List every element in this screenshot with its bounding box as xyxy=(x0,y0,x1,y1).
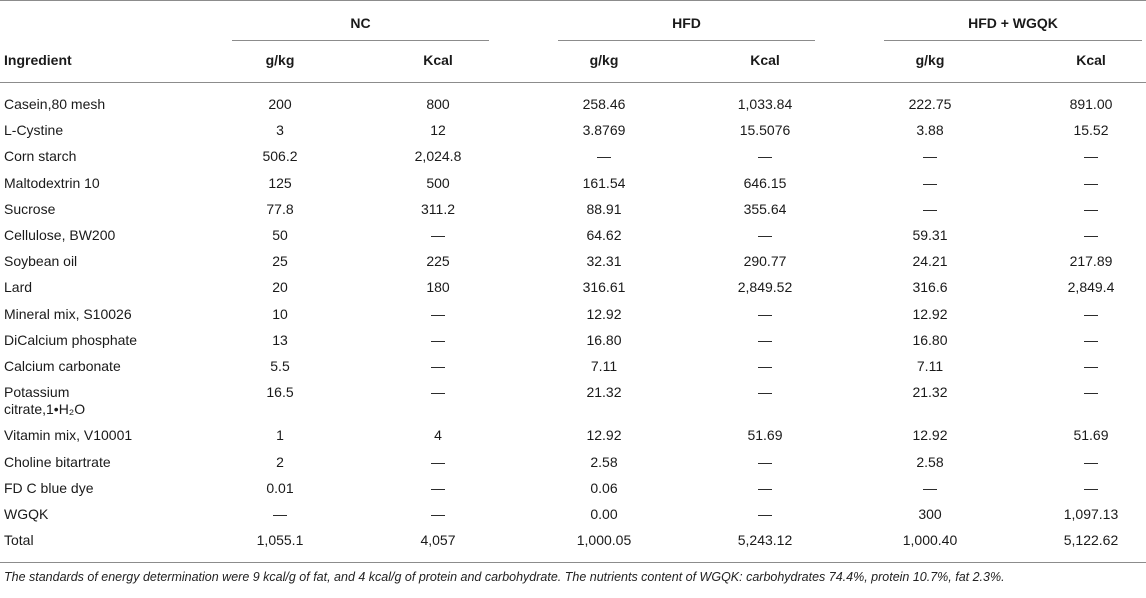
table-cell: — xyxy=(1084,453,1098,470)
row-ingredient-name xyxy=(4,148,76,165)
table-footnote: The standards of energy determination were 9 kcal/g of fat, and 4 kcal/g of protein and carbohydrate. The nutrients content of WGQK: carbohydrates 74.4%, protein 10.7%, fat 2.3%. xyxy=(4,570,1005,584)
group-underline-hfd xyxy=(558,40,815,41)
table-cell: — xyxy=(758,148,772,165)
row-ingredient-name-line1: Corn starch xyxy=(4,148,77,165)
table-cell: 3 xyxy=(276,122,284,139)
subheader-wgqk-kcal: Kcal xyxy=(1076,52,1106,68)
table-cell: 12.92 xyxy=(586,427,622,444)
table-cell: — xyxy=(431,506,445,522)
table-cell: 4,057 xyxy=(420,532,456,549)
table-cell: 1 xyxy=(276,427,284,444)
table-cell: 217.89 xyxy=(1069,253,1113,270)
table-cell: 0.00 xyxy=(590,506,618,522)
group-underline-hfd-wgqk xyxy=(884,40,1142,41)
row-ingredient-name xyxy=(4,201,55,218)
table-cell: 2.58 xyxy=(590,453,618,470)
table-cell: — xyxy=(431,358,445,374)
row-ingredient-name xyxy=(4,506,48,523)
top-rule xyxy=(0,0,1146,1)
table-cell: 1,000.05 xyxy=(576,532,632,549)
table-cell: 32.31 xyxy=(586,253,622,270)
table-cell: 300 xyxy=(918,506,942,522)
table-cell: 12 xyxy=(430,122,446,139)
table-cell: 258.46 xyxy=(582,96,626,112)
row-ingredient-name-line1: Soybean oil xyxy=(4,253,78,270)
table-cell: — xyxy=(758,227,772,243)
table-cell: 355.64 xyxy=(743,200,787,217)
row-ingredient-name-line1: Choline bitartrate xyxy=(4,453,111,470)
row-ingredient-name-line1: Lard xyxy=(4,279,33,296)
table-cell: 10 xyxy=(272,305,288,322)
table-cell: 0.06 xyxy=(590,479,618,496)
row-ingredient-name xyxy=(4,227,115,244)
row-ingredient-name xyxy=(4,384,85,418)
table-cell: — xyxy=(431,384,445,401)
table-cell: 2 xyxy=(276,453,284,470)
row-ingredient-name xyxy=(4,454,111,471)
table-cell: 3.8769 xyxy=(582,122,626,139)
row-ingredient-name-line1: Potassium xyxy=(4,384,70,401)
table-cell: 200 xyxy=(268,96,292,112)
table-cell: 4 xyxy=(434,427,442,444)
table-cell: — xyxy=(923,479,937,496)
row-ingredient-name xyxy=(4,306,132,323)
table-cell: 1,097.13 xyxy=(1063,506,1119,522)
table-cell: 0.01 xyxy=(266,479,294,496)
subheader-nc-kcal: Kcal xyxy=(423,52,453,68)
row-ingredient-name xyxy=(4,332,137,349)
table-cell: 77.8 xyxy=(266,200,294,217)
table-cell: — xyxy=(1084,358,1098,374)
group-header-hfd: HFD xyxy=(672,15,701,31)
table-cell: 1,055.1 xyxy=(256,532,304,549)
row-ingredient-name xyxy=(4,427,132,444)
table-cell: 12.92 xyxy=(912,427,948,444)
table-cell: — xyxy=(1084,384,1098,401)
row-ingredient-name xyxy=(4,279,32,296)
table-cell: — xyxy=(923,148,937,165)
row-ingredient-name xyxy=(4,480,93,497)
row-ingredient-name-line1: Cellulose, BW200 xyxy=(4,227,116,243)
table-cell: 59.31 xyxy=(912,227,948,243)
table-cell: 161.54 xyxy=(582,174,626,191)
group-underline-nc xyxy=(232,40,489,41)
table-cell: — xyxy=(1084,148,1098,165)
table-cell: 7.11 xyxy=(590,358,618,374)
table-cell: — xyxy=(431,227,445,243)
row-ingredient-name-line1: L-Cystine xyxy=(4,122,64,139)
table-cell: — xyxy=(1084,305,1098,322)
table-cell: — xyxy=(758,479,772,496)
table-cell: 222.75 xyxy=(908,96,952,112)
table-cell: 21.32 xyxy=(586,384,622,401)
table-cell: — xyxy=(431,453,445,470)
table-cell: — xyxy=(1084,479,1098,496)
table-cell: 891.00 xyxy=(1069,96,1113,112)
table-cell: 24.21 xyxy=(912,253,948,270)
row-ingredient-name-line1: DiCalcium phosphate xyxy=(4,331,138,348)
ingredient-header: Ingredient xyxy=(4,52,72,68)
table-cell: 2,024.8 xyxy=(414,148,462,165)
table-cell: 290.77 xyxy=(743,253,787,270)
subheader-hfd-gkg: g/kg xyxy=(589,52,619,68)
group-header-nc: NC xyxy=(350,15,371,31)
table-cell: 1,000.40 xyxy=(902,532,958,549)
table-cell: 15.5076 xyxy=(739,122,791,139)
table-cell: 51.69 xyxy=(1073,427,1109,444)
row-ingredient-name-line1: WGQK xyxy=(4,506,49,522)
table-cell: — xyxy=(758,358,772,374)
subheader-wgqk-gkg: g/kg xyxy=(915,52,945,68)
table-cell: 180 xyxy=(426,279,450,296)
table-cell: — xyxy=(431,331,445,348)
table-cell: — xyxy=(758,453,772,470)
table-cell: — xyxy=(1084,331,1098,348)
table-cell: 5.5 xyxy=(270,358,290,374)
table-cell: 50 xyxy=(272,227,288,243)
table-cell: — xyxy=(1084,227,1098,243)
table-cell: 5,243.12 xyxy=(737,532,793,549)
table-cell: 16.80 xyxy=(586,331,622,348)
table-cell: 64.62 xyxy=(586,227,622,243)
group-header-hfd-wgqk: HFD + WGQK xyxy=(968,15,1058,31)
row-ingredient-name xyxy=(4,253,77,270)
table-cell: 646.15 xyxy=(743,174,787,191)
table-cell: 506.2 xyxy=(262,148,298,165)
row-ingredient-name-line1: Casein,80 mesh xyxy=(4,96,106,112)
row-ingredient-name xyxy=(4,358,121,375)
table-cell: 21.32 xyxy=(912,384,948,401)
table-cell: — xyxy=(758,305,772,322)
table-cell: 13 xyxy=(272,331,288,348)
table-cell: 800 xyxy=(426,96,450,112)
row-ingredient-name xyxy=(4,122,63,139)
table-cell: 3.88 xyxy=(916,122,944,139)
table-cell: 16.5 xyxy=(266,384,294,401)
table-cell: 311.2 xyxy=(421,200,455,217)
subheader-nc-gkg: g/kg xyxy=(265,52,295,68)
table-cell: 2,849.4 xyxy=(1067,279,1115,296)
table-cell: 316.61 xyxy=(582,279,626,296)
table-cell: — xyxy=(597,148,611,165)
table-cell: 2.58 xyxy=(916,453,944,470)
table-cell: — xyxy=(758,384,772,401)
table-cell: 25 xyxy=(272,253,288,270)
table-cell: 16.80 xyxy=(912,331,948,348)
table-cell: 1,033.84 xyxy=(737,96,793,112)
table-cell: — xyxy=(1084,200,1098,217)
header-bottom-rule xyxy=(0,82,1146,83)
row-ingredient-name-line1: Sucrose xyxy=(4,200,56,217)
row-ingredient-name-line1: Total xyxy=(4,532,34,549)
table-cell: — xyxy=(758,331,772,348)
table-cell: 51.69 xyxy=(747,427,783,444)
row-ingredient-name-line1: Maltodextrin 10 xyxy=(4,174,100,191)
row-ingredient-name xyxy=(4,175,100,192)
row-ingredient-name-line1: Vitamin mix, V10001 xyxy=(4,427,133,444)
table-cell: — xyxy=(923,200,937,217)
row-ingredient-name-line1: Calcium carbonate xyxy=(4,358,121,374)
table-cell: — xyxy=(1084,174,1098,191)
row-ingredient-name-line2: citrate,1•H₂O xyxy=(4,401,86,418)
row-ingredient-name-line1: FD C blue dye xyxy=(4,479,94,496)
table-cell: — xyxy=(923,174,937,191)
bottom-rule xyxy=(0,562,1146,563)
table-cell: 2,849.52 xyxy=(737,279,793,296)
row-ingredient-name xyxy=(4,96,105,113)
table-cell: 15.52 xyxy=(1073,122,1109,139)
table-cell: — xyxy=(431,305,445,322)
row-ingredient-name xyxy=(4,532,34,549)
table-cell: 12.92 xyxy=(912,305,948,322)
table-cell: 88.91 xyxy=(586,200,622,217)
row-ingredient-name-line1: Mineral mix, S10026 xyxy=(4,305,132,322)
table-cell: — xyxy=(273,506,287,522)
table-cell: 12.92 xyxy=(586,305,622,322)
table-cell: 316.6 xyxy=(912,279,948,296)
table-cell: 225 xyxy=(426,253,450,270)
table-cell: — xyxy=(758,506,772,522)
table-cell: 500 xyxy=(426,174,450,191)
table-cell: 5,122.62 xyxy=(1063,532,1119,549)
subheader-hfd-kcal: Kcal xyxy=(750,52,780,68)
table-cell: 7.11 xyxy=(916,358,944,374)
table-cell: — xyxy=(431,479,445,496)
table-cell: 125 xyxy=(268,174,292,191)
table-cell: 20 xyxy=(272,279,288,296)
